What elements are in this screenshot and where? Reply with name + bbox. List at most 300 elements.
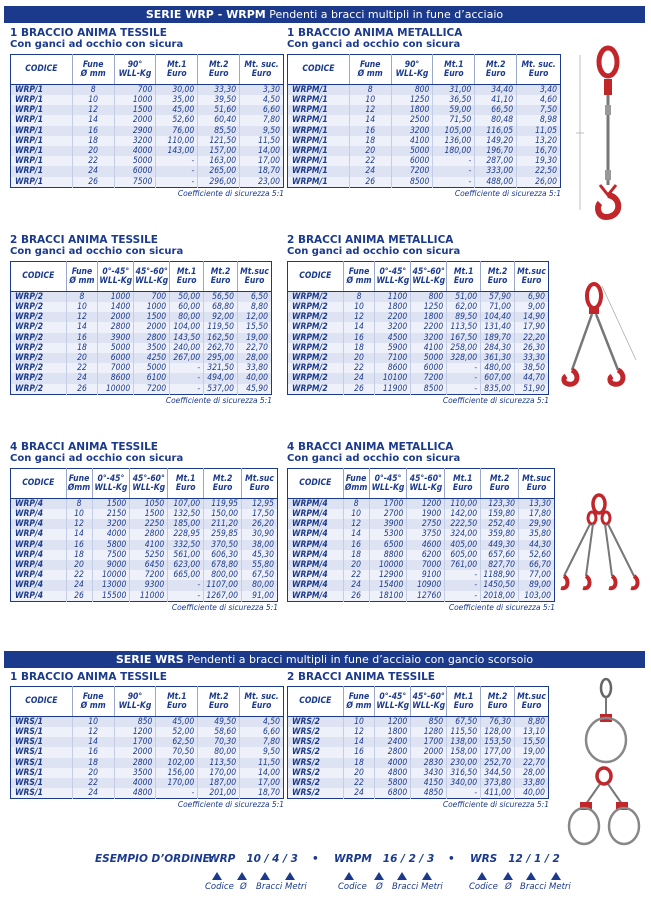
table-cell: 10 <box>72 717 114 728</box>
table-row <box>11 166 284 176</box>
table-cell: 344,50 <box>481 768 515 778</box>
order-separator: • <box>448 853 455 865</box>
table-cell: 20 <box>343 353 375 363</box>
table-cell: 12 <box>349 105 391 115</box>
column-header-label: Euro <box>487 700 508 711</box>
wrp1-table <box>10 54 284 188</box>
table-cell: 10000 <box>98 384 134 395</box>
column-header-label: 0°-45° <box>374 473 402 484</box>
table-cell: 67,50 <box>447 717 481 728</box>
table-cell: 103,00 <box>519 591 555 602</box>
banner-desc: Pendenti a bracci multipli in fune d’acciaio con gancio scorsoio <box>183 653 534 666</box>
table-header-row <box>288 687 549 717</box>
table-row <box>288 788 549 799</box>
table-cell: 26 <box>349 177 391 188</box>
arrow-up-icon <box>526 872 536 880</box>
table-cell: 12,00 <box>238 312 272 322</box>
product-code: WRP/2 <box>11 312 67 322</box>
table-cell: 167,50 <box>447 333 481 343</box>
section-title: 2 BRACCI ANIMA TESSILE <box>287 671 435 683</box>
table-cell: 5900 <box>375 343 411 353</box>
product-code: WRPM/2 <box>288 302 344 312</box>
table-cell: 340,00 <box>447 778 481 788</box>
column-header-label: Fune <box>71 266 93 277</box>
table-cell: 8500 <box>411 384 447 395</box>
column-header <box>114 55 156 85</box>
series-banner-wrs <box>4 651 645 668</box>
table-cell: 284,30 <box>481 343 515 353</box>
table-cell: 26 <box>72 177 114 188</box>
table-cell: 12760 <box>407 591 445 602</box>
table-row <box>288 343 549 353</box>
table-cell: 91,00 <box>242 591 278 602</box>
wrp4-table <box>10 468 278 602</box>
table-cell: 201,00 <box>198 788 240 799</box>
table-cell: 494,00 <box>204 373 238 383</box>
table-cell: 850 <box>411 717 447 728</box>
table-cell: 9000 <box>92 560 130 570</box>
table-cell: 18 <box>343 758 375 768</box>
table-cell: 20 <box>343 768 375 778</box>
legend-meters: Metri <box>285 882 307 892</box>
product-code: WRP/4 <box>11 550 67 560</box>
column-header-label: Euro <box>526 482 547 493</box>
section-subtitle: Con ganci ad occhio con sicura <box>287 246 461 257</box>
column-header-label: Mt.1 <box>453 691 474 702</box>
table-cell: 89,50 <box>447 312 481 322</box>
table-cell: 22 <box>343 570 369 580</box>
order-legs: 4 <box>272 853 280 865</box>
column-header <box>11 469 67 499</box>
product-code: WRPM/1 <box>288 156 350 166</box>
table-row <box>11 778 284 788</box>
column-header <box>156 55 198 85</box>
column-header <box>411 687 447 717</box>
product-code: WRS/2 <box>288 717 344 728</box>
table-cell: 70,50 <box>156 747 198 757</box>
table-row <box>11 292 272 303</box>
table-cell: 1000 <box>98 292 134 303</box>
table-cell: 5300 <box>369 529 407 539</box>
legend-meters: Metri <box>549 882 571 892</box>
column-header-label: Mt.2 <box>489 473 510 484</box>
table-cell: 66,70 <box>519 560 555 570</box>
table-cell: 6200 <box>407 550 445 560</box>
column-header-label: 90° <box>404 59 420 70</box>
table-cell: 41,10 <box>475 95 517 105</box>
wrp2-table <box>10 261 272 395</box>
column-header-label: Mt.1 <box>453 266 474 277</box>
arrow-up-icon <box>260 872 270 880</box>
order-meters: 2 <box>552 853 560 865</box>
column-header <box>343 262 375 292</box>
table-row <box>288 778 549 788</box>
table-cell: 66,50 <box>475 105 517 115</box>
product-code: WRPM/2 <box>288 333 344 343</box>
table-cell: 60,40 <box>198 115 240 125</box>
table-cell: 7200 <box>130 570 168 580</box>
table-cell: 657,60 <box>481 550 519 560</box>
column-header <box>238 262 272 292</box>
table-cell: 110,00 <box>445 499 481 510</box>
choker-single-leg-illustration <box>578 676 638 768</box>
table-row <box>11 717 284 728</box>
table-row <box>11 560 278 570</box>
table-cell: 116,05 <box>475 126 517 136</box>
table-row <box>288 529 555 539</box>
table-cell: 121,50 <box>198 136 240 146</box>
table-cell: 24 <box>343 580 369 590</box>
table-cell: 19,30 <box>517 156 561 166</box>
table-row <box>288 591 555 602</box>
table-cell: 321,50 <box>204 363 238 373</box>
table-cell: 3200 <box>375 322 411 332</box>
column-header-label: WLL-Kg <box>395 68 429 79</box>
section-wrp1 <box>10 27 284 198</box>
column-header <box>11 687 73 717</box>
table-cell: 18 <box>349 136 391 146</box>
table-cell: 4100 <box>391 136 433 146</box>
table-cell: 10100 <box>375 373 411 383</box>
wrpm1-table <box>287 54 561 188</box>
column-header <box>349 55 391 85</box>
column-header <box>288 55 350 85</box>
table-cell: 16 <box>66 540 92 550</box>
column-header-label: CODICE <box>22 271 55 281</box>
order-diameter: 12 <box>508 853 523 865</box>
product-code: WRP/4 <box>11 580 67 590</box>
table-cell: 14 <box>72 115 114 125</box>
table-cell: 40,00 <box>238 373 272 383</box>
table-cell: 1200 <box>375 717 411 728</box>
table-cell: 14 <box>343 322 375 332</box>
legend-code: Codice <box>205 882 234 892</box>
column-header-label: 45°-60° <box>135 266 168 277</box>
table-cell: 29,90 <box>519 519 555 529</box>
column-header-label: CODICE <box>299 478 332 488</box>
single-leg-sling <box>576 48 618 217</box>
table-row <box>288 727 549 737</box>
column-header <box>375 687 411 717</box>
table-cell: 6000 <box>114 166 156 176</box>
table-cell: 85,50 <box>198 126 240 136</box>
table-cell: 7100 <box>375 353 411 363</box>
table-cell: - <box>445 570 481 580</box>
table-cell: 222,50 <box>445 519 481 529</box>
product-code: WRPM/4 <box>288 509 344 519</box>
section-title: 4 BRACCI ANIMA METALLICA <box>287 441 454 453</box>
section-wrpm4 <box>287 441 555 612</box>
table-cell: 6,60 <box>240 105 284 115</box>
product-code: WRP/4 <box>11 540 67 550</box>
table-cell: 1000 <box>114 95 156 105</box>
table-cell: 6000 <box>411 363 447 373</box>
table-cell: 60,00 <box>170 302 204 312</box>
column-header <box>72 55 114 85</box>
table-cell: 4800 <box>375 768 411 778</box>
column-header-label: Euro <box>251 68 272 79</box>
table-cell: 132,50 <box>168 509 204 519</box>
table-cell: 1500 <box>92 499 130 510</box>
column-header-label: Mt.2 <box>487 691 508 702</box>
column-header-label: Euro <box>521 700 542 711</box>
table-cell: 22 <box>66 363 98 373</box>
table-cell: 5000 <box>114 156 156 166</box>
table-cell: 4,50 <box>240 95 284 105</box>
table-row <box>11 550 278 560</box>
table-cell: 12 <box>72 727 114 737</box>
column-header <box>114 687 156 717</box>
table-cell: 405,00 <box>445 540 481 550</box>
banner-series: SERIE WRS <box>115 653 184 666</box>
table-cell: 20 <box>72 146 114 156</box>
table-cell: 163,00 <box>198 156 240 166</box>
section-subtitle: Con ganci ad occhio con sicura <box>287 453 461 464</box>
table-cell: 55,80 <box>242 560 278 570</box>
table-cell: 7200 <box>391 166 433 176</box>
product-code: WRP/1 <box>11 156 73 166</box>
table-cell: 8 <box>349 85 391 96</box>
section-subtitle: Con ganci ad occhio con sicura <box>287 39 461 50</box>
table-cell: 22 <box>349 156 391 166</box>
section-title: 2 BRACCI ANIMA TESSILE <box>10 234 158 246</box>
table-cell: 10 <box>72 95 114 105</box>
product-code: WRS/2 <box>288 778 344 788</box>
column-header-label: Fune <box>68 473 90 484</box>
table-row <box>11 373 272 383</box>
table-cell: 33,80 <box>515 778 549 788</box>
table-cell: 12900 <box>369 570 407 580</box>
product-code: WRP/2 <box>11 363 67 373</box>
table-row <box>288 509 555 519</box>
table-cell: 24 <box>349 166 391 176</box>
table-cell: 2200 <box>375 312 411 322</box>
arrow-up-icon <box>212 872 222 880</box>
column-header-label: Mt. suc. <box>244 691 279 702</box>
column-header-label: Ø mm <box>80 68 106 79</box>
product-code: WRS/2 <box>288 737 344 747</box>
product-code: WRP/2 <box>11 333 67 343</box>
table-header-row <box>288 469 555 499</box>
product-code: WRPM/2 <box>288 353 344 363</box>
table-cell: 6450 <box>130 560 168 570</box>
table-cell: 33,30 <box>198 85 240 96</box>
column-header-label: Mt.suc <box>240 266 269 277</box>
table-cell: 7,80 <box>240 115 284 125</box>
column-header-label: WLL-Kg <box>118 700 152 711</box>
column-header-label: Fune <box>348 691 370 702</box>
table-row <box>288 322 549 332</box>
column-header-label: Fune <box>348 266 370 277</box>
table-cell: - <box>168 591 204 602</box>
product-code: WRP/2 <box>11 292 67 303</box>
table-cell: 22 <box>343 363 375 373</box>
product-code: WRPM/4 <box>288 591 344 602</box>
table-cell: 10 <box>343 302 375 312</box>
table-cell: 230,00 <box>447 758 481 768</box>
table-cell: 9,50 <box>240 747 284 757</box>
table-cell: 38,50 <box>515 363 549 373</box>
column-header <box>156 687 198 717</box>
column-header-label: 45°-60° <box>412 691 445 702</box>
table-row <box>11 768 284 778</box>
order-meters: 3 <box>427 853 435 865</box>
table-cell: 3430 <box>411 768 447 778</box>
table-cell: 14 <box>66 322 98 332</box>
table-cell: 1900 <box>407 509 445 519</box>
table-cell: 76,30 <box>481 717 515 728</box>
table-cell: 1500 <box>130 509 168 519</box>
column-header-label: WLL-Kg <box>376 275 410 286</box>
table-cell: 14 <box>66 529 92 539</box>
order-example <box>0 851 651 901</box>
table-cell: 211,20 <box>204 519 242 529</box>
table-cell: 14 <box>343 737 375 747</box>
table-cell: 4250 <box>134 353 170 363</box>
product-code: WRS/1 <box>11 747 73 757</box>
order-code: WRP <box>208 853 236 865</box>
product-code: WRPM/1 <box>288 166 350 176</box>
table-cell: 258,00 <box>447 343 481 353</box>
table-row <box>11 126 284 136</box>
product-code: WRPM/2 <box>288 343 344 353</box>
table-cell: 835,00 <box>481 384 515 395</box>
table-cell: - <box>445 591 481 602</box>
table-cell: 17,00 <box>240 778 284 788</box>
table-cell: 10000 <box>92 570 130 580</box>
column-header-label: CODICE <box>22 478 55 488</box>
product-code: WRS/1 <box>11 758 73 768</box>
table-row <box>11 363 272 373</box>
product-code: WRS/1 <box>11 717 73 728</box>
product-code: WRPM/2 <box>288 292 344 303</box>
table-cell: 22,70 <box>515 758 549 768</box>
table-cell: 12 <box>72 105 114 115</box>
table-row <box>288 758 549 768</box>
table-row <box>288 105 561 115</box>
product-code: WRPM/4 <box>288 580 344 590</box>
column-header-label: Mt.1 <box>452 473 473 484</box>
arrow-up-icon <box>237 872 247 880</box>
section-subtitle: Con ganci ad occhio con sicura <box>10 39 184 50</box>
table-cell: - <box>433 177 475 188</box>
table-cell: 16 <box>343 747 375 757</box>
table-cell: 11,05 <box>517 126 561 136</box>
order-example-2: WRPM 16 / 2 / 3 <box>334 853 435 865</box>
table-cell: 12,95 <box>242 499 278 510</box>
product-code: WRPM/4 <box>288 550 344 560</box>
table-row <box>11 85 284 96</box>
column-header-label: 90° <box>127 59 143 70</box>
product-code: WRP/2 <box>11 302 67 312</box>
table-cell: 2000 <box>411 747 447 757</box>
product-code: WRP/4 <box>11 560 67 570</box>
table-row <box>288 156 561 166</box>
column-header <box>288 262 344 292</box>
section-title: 2 BRACCI ANIMA METALLICA <box>287 234 454 246</box>
table-cell: 12 <box>343 312 375 322</box>
column-header <box>375 262 411 292</box>
column-header-label: Mt.1 <box>176 266 197 277</box>
table-cell: 20 <box>343 560 369 570</box>
column-header-label: CODICE <box>299 271 332 281</box>
table-cell: 240,00 <box>170 343 204 353</box>
table-cell: - <box>170 373 204 383</box>
table-cell: 8,80 <box>238 302 272 312</box>
column-header-label: CODICE <box>302 64 335 74</box>
table-cell: 13,20 <box>517 136 561 146</box>
product-code: WRP/4 <box>11 591 67 602</box>
table-cell: 128,00 <box>481 727 515 737</box>
table-cell: 2800 <box>130 529 168 539</box>
table-cell: 18 <box>66 343 98 353</box>
table-cell: 67,50 <box>242 570 278 580</box>
table-row <box>288 384 549 395</box>
table-cell: 15500 <box>92 591 130 602</box>
section-wrp2 <box>10 234 272 405</box>
table-cell: 5000 <box>391 146 433 156</box>
table-cell: 80,48 <box>475 115 517 125</box>
column-header-label: Fune <box>359 59 381 70</box>
order-legs: 2 <box>408 853 416 865</box>
table-cell: 149,20 <box>475 136 517 146</box>
table-cell: 24 <box>66 580 92 590</box>
table-cell: 23,00 <box>240 177 284 188</box>
table-cell: 3500 <box>134 343 170 353</box>
table-cell: 158,00 <box>447 747 481 757</box>
table-cell: 22 <box>72 156 114 166</box>
section-wrpm2 <box>287 234 549 405</box>
table-cell: 5000 <box>134 363 170 373</box>
table-cell: 143,00 <box>156 146 198 156</box>
table-cell: 150,00 <box>204 509 242 519</box>
column-header-label: Ø mm <box>346 275 372 286</box>
column-header-label: Mt.1 <box>167 59 187 70</box>
table-cell: 827,70 <box>481 560 519 570</box>
table-cell: 30,00 <box>156 85 198 96</box>
choker-two-leg-illustration <box>564 766 644 848</box>
column-header-label: Euro <box>166 700 187 711</box>
table-cell: 411,00 <box>481 788 515 799</box>
table-cell: 4,60 <box>517 95 561 105</box>
column-header <box>66 262 98 292</box>
table-cell: 2750 <box>407 519 445 529</box>
product-code: WRPM/4 <box>288 560 344 570</box>
table-cell: - <box>445 580 481 590</box>
table-cell: 5250 <box>130 550 168 560</box>
order-label: ESEMPIO D’ORDINE: <box>95 853 215 865</box>
table-cell: 265,00 <box>198 166 240 176</box>
column-header-label: 45°-60° <box>412 266 445 277</box>
table-cell: 16 <box>66 333 98 343</box>
column-header <box>170 262 204 292</box>
product-code: WRPM/4 <box>288 570 344 580</box>
table-cell: 35,80 <box>519 529 555 539</box>
table-cell: 8 <box>72 85 114 96</box>
table-cell: 2700 <box>369 509 407 519</box>
column-header <box>198 687 240 717</box>
column-header <box>433 55 475 85</box>
table-cell: 8800 <box>369 550 407 560</box>
table-cell: 30,90 <box>242 529 278 539</box>
safety-coefficient: Coefficiente di sicurezza 5:1 <box>171 602 278 612</box>
column-header-label: Ø mm <box>80 700 106 711</box>
table-cell: 7500 <box>114 177 156 188</box>
legend-legs: Bracci <box>520 882 547 892</box>
product-code: WRS/2 <box>288 727 344 737</box>
column-header-label: Euro <box>249 482 270 493</box>
product-code: WRPM/1 <box>288 95 350 105</box>
